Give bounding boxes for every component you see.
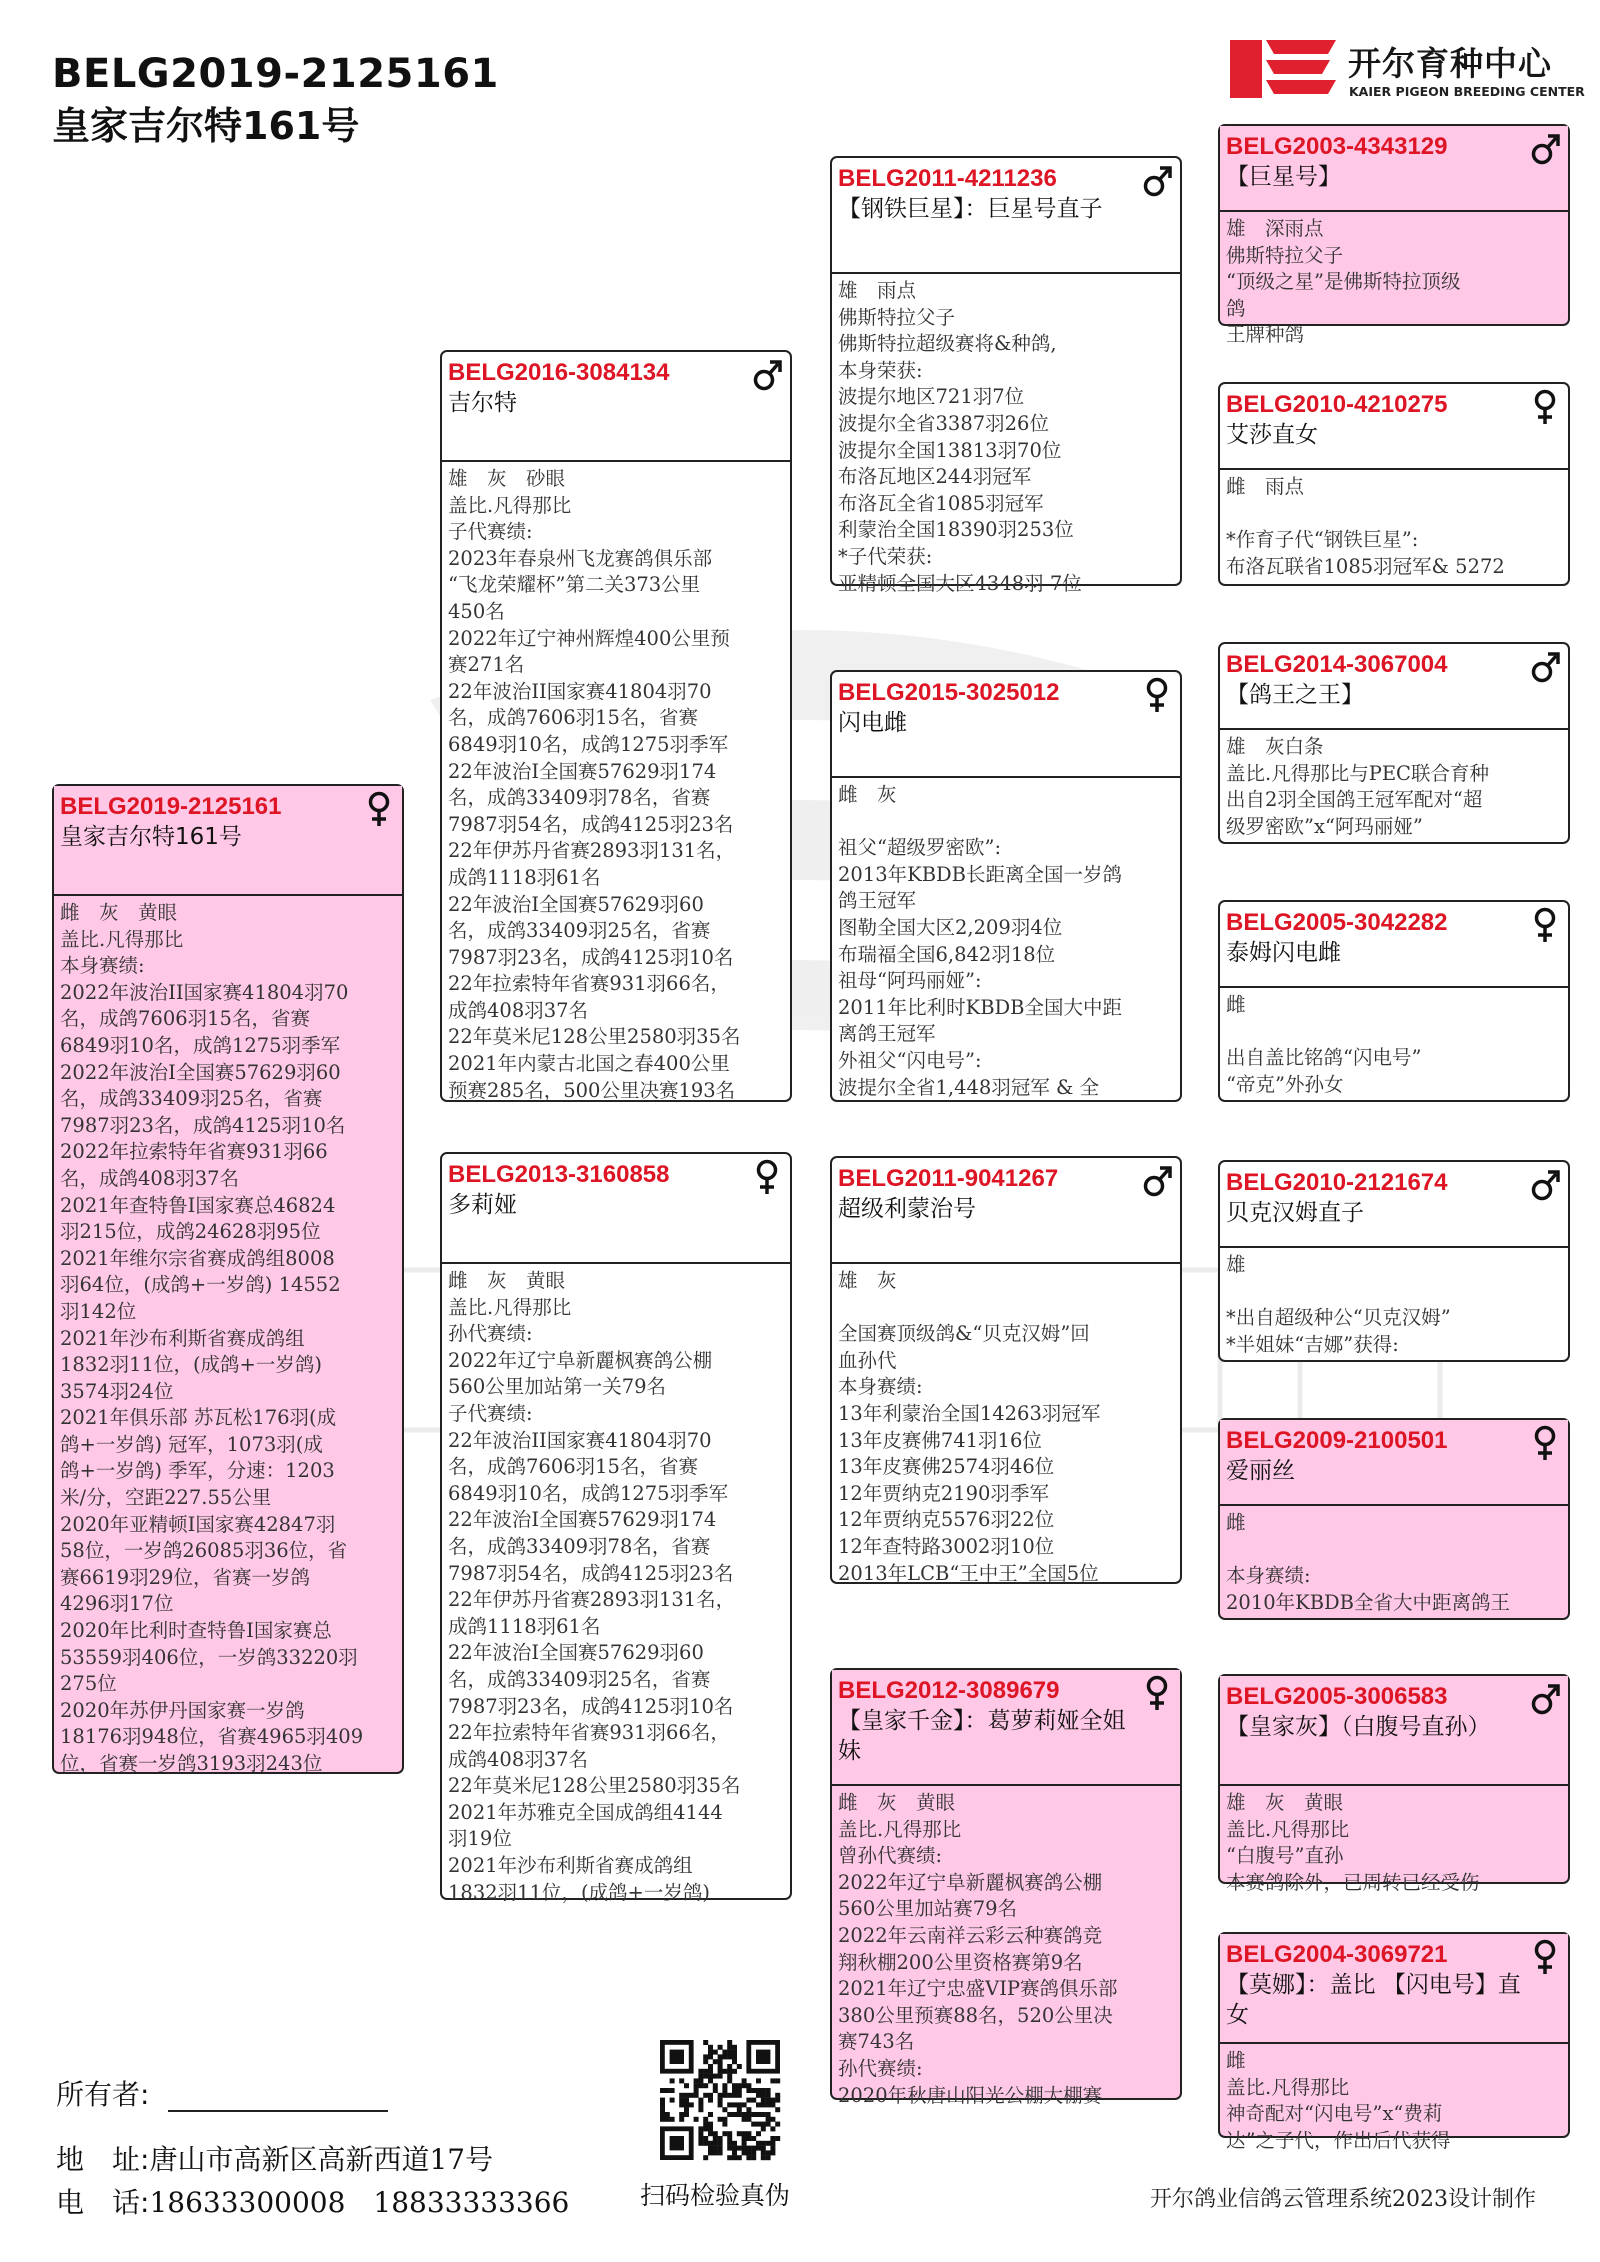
card-pigeon-name: 【巨星号】 bbox=[1226, 164, 1341, 190]
owner-row bbox=[56, 2078, 388, 2112]
card-detail-line: 18176羽948位，省赛4965羽409 bbox=[60, 1725, 364, 1749]
page-title-ring-number: BELG2019-2125161 bbox=[52, 51, 499, 97]
phone-row bbox=[56, 2186, 569, 2220]
card-detail-line: 布瑞福全国6,842羽18位 bbox=[838, 942, 1056, 966]
card-detail-line: 2023年春泉州飞龙赛鸽俱乐部 bbox=[448, 546, 713, 570]
card-detail-line: 本身赛绩: bbox=[1226, 1564, 1311, 1588]
card-detail-line: 2020年比利时查特鲁I国家赛总 bbox=[60, 1619, 332, 1643]
card-detail-line: 孙代赛绩: bbox=[838, 2056, 923, 2080]
card-detail-line: 波提尔全省1,448羽冠军 & 全 bbox=[838, 1075, 1100, 1099]
card-detail-line: 雌 灰 黄眼 bbox=[60, 901, 178, 924]
card-detail-line: 名，成鸽7606羽15名，省赛 bbox=[448, 1455, 698, 1479]
card-ring-number: BELG2011-4211236 bbox=[838, 165, 1057, 192]
card-pigeon-name: 泰姆闪电雌 bbox=[1226, 940, 1341, 966]
card-detail-line: 全国赛顶级鸽&“贝克汉姆”回 bbox=[838, 1322, 1090, 1346]
female-icon bbox=[752, 1158, 782, 1196]
card-detail-line: 名，成鸽7606羽15名，省赛 bbox=[448, 706, 698, 730]
card-details bbox=[1220, 1248, 1568, 1362]
page-title-pigeon-name: 皇家吉尔特161号 bbox=[52, 104, 360, 148]
female-icon bbox=[1530, 1938, 1560, 1976]
card-detail-line: “顶级之星”是佛斯特拉顶级 bbox=[1226, 270, 1461, 294]
card-detail-line: 预赛285名，500公里决赛193名 bbox=[448, 1078, 736, 1102]
owner-label: 所有者: bbox=[56, 2078, 150, 2111]
card-ring-number: BELG2010-4210275 bbox=[1226, 391, 1448, 418]
card-detail-line: 赛271名 bbox=[448, 653, 525, 677]
card-detail-line: 成鸽1118羽61名 bbox=[448, 1614, 601, 1638]
card-details bbox=[832, 1786, 1180, 2113]
card-detail-line: 2022年拉索特年省赛931羽66 bbox=[60, 1140, 328, 1164]
card-pigeon-name: 爱丽丝 bbox=[1226, 1458, 1295, 1484]
card-detail-line: 羽215位，成鸽24628羽95位 bbox=[60, 1220, 321, 1244]
card-detail-line: 佛斯特拉超级赛将&种鸽, bbox=[838, 332, 1057, 356]
card-ring-number: BELG2011-9041267 bbox=[838, 1165, 1059, 1192]
card-detail-line: 雌 灰 黄眼 bbox=[448, 1269, 566, 1292]
card-detail-line: 雄 雨点 bbox=[838, 279, 917, 302]
card-detail-line: *子代荣获: bbox=[838, 544, 933, 568]
card-detail-line: 名，成鸽33409羽25名，省赛 bbox=[448, 919, 711, 943]
card-ring-number: BELG2005-3042282 bbox=[1226, 909, 1448, 936]
card-detail-line: 波提尔全国13813羽70位 bbox=[838, 438, 1062, 462]
card-detail-line: 雄 灰白条 bbox=[1226, 735, 1324, 758]
card-detail-line: 12年查特路3002羽10位 bbox=[838, 1534, 1055, 1558]
card-detail-line: 波提尔地区721羽7位 bbox=[838, 385, 1025, 409]
card-detail-line: 22年伊苏丹省赛2893羽131名， bbox=[448, 839, 736, 863]
card-pigeon-name: 贝克汉姆直子 bbox=[1226, 1200, 1364, 1226]
card-detail-line: 6849羽10名，成鸽1275羽季军 bbox=[448, 1481, 729, 1505]
card-detail-line: 孙代赛绩: bbox=[448, 1322, 533, 1346]
male-icon bbox=[752, 356, 782, 394]
card-detail-line bbox=[1226, 501, 1562, 528]
card-pigeon-name: 【鸽王之王】 bbox=[1226, 682, 1364, 708]
card-detail-line: 58位，一岁鸽26085羽36位，省 bbox=[60, 1539, 348, 1563]
card-detail-line bbox=[1226, 1537, 1562, 1564]
card-detail-line: 盖比.凡得那比 bbox=[448, 493, 572, 517]
logo-name-cn: 开尔育种中心 bbox=[1348, 44, 1552, 83]
card-details bbox=[442, 1264, 790, 1910]
pedigree-card-sire-dam[interactable] bbox=[830, 670, 1182, 1102]
pedigree-card-sd-sire[interactable] bbox=[1218, 642, 1570, 844]
card-detail-line: 2010年KBDB全省大中距离鸽王 bbox=[1226, 1590, 1510, 1614]
card-detail-line: “帝克”外孙女 bbox=[1226, 1072, 1344, 1096]
card-detail-line: 亚精顿全国大区4348羽 7位 bbox=[838, 571, 1082, 595]
card-detail-line: *半姐妹“吉娜”获得: bbox=[1226, 1332, 1399, 1356]
card-detail-line: 2021年内蒙古北国之春400公里 bbox=[448, 1052, 730, 1076]
card-detail-line: 盖比.凡得那比 bbox=[1226, 2075, 1350, 2099]
card-detail-line: 出自2羽全国鸽王冠军配对“超 bbox=[1226, 788, 1483, 812]
pedigree-card-ss-sire[interactable] bbox=[1218, 124, 1570, 347]
card-detail-line: 本身赛绩: bbox=[60, 954, 145, 978]
card-detail-line: 成鸽408羽37名 bbox=[448, 1747, 589, 1771]
card-detail-line: 22年波治II国家赛41804羽70 bbox=[448, 679, 712, 703]
brand-logo bbox=[1230, 36, 1585, 106]
card-detail-line: 布洛瓦地区244羽冠军 bbox=[838, 465, 1032, 489]
card-ring-number: BELG2016-3084134 bbox=[448, 359, 670, 386]
card-detail-line: 雌 bbox=[1226, 993, 1246, 1016]
card-details bbox=[832, 1264, 1180, 1591]
male-icon bbox=[1530, 648, 1560, 686]
male-icon bbox=[1530, 1166, 1560, 1204]
card-detail-line: 6849羽10名，成鸽1275羽季军 bbox=[60, 1033, 341, 1057]
phone-value: 18633300008 18833333366 bbox=[149, 2186, 570, 2219]
card-detail-line: 4296羽17位 bbox=[60, 1592, 174, 1616]
card-detail-line: 本身赛绩: bbox=[838, 1375, 923, 1399]
card-detail-line: 2022年波治I全国赛57629羽60 bbox=[60, 1060, 341, 1084]
card-detail-line: 羽64位，(成鸽+一岁鸽) 14552 bbox=[60, 1273, 341, 1297]
card-detail-line: 雄 bbox=[1226, 1253, 1246, 1276]
card-detail-line: *作育子代“钢铁巨星”: bbox=[1226, 528, 1419, 552]
card-detail-line: 本赛鸽除外，已周转已经受伤 bbox=[1226, 1870, 1480, 1894]
pedigree-card-ds-sire[interactable] bbox=[1218, 1160, 1570, 1362]
card-detail-line: 雌 灰 bbox=[838, 783, 897, 806]
card-detail-line: 雄 灰 砂眼 bbox=[448, 467, 566, 490]
card-detail-line: 13年皮赛佛2574羽46位 bbox=[838, 1455, 1055, 1479]
card-detail-line: 王牌种鸽 bbox=[1226, 323, 1305, 347]
card-detail-line: 达”之子代，作出后代获得 bbox=[1226, 2128, 1451, 2152]
card-detail-line: 2022年辽宁阜新麗枫赛鸽公棚 bbox=[838, 1870, 1103, 1894]
card-detail-line: 神奇配对“闪电号”x“费莉 bbox=[1226, 2102, 1443, 2126]
card-detail-line: 22年波治I全国赛57629羽174 bbox=[448, 1508, 717, 1532]
card-details bbox=[442, 462, 790, 1108]
card-detail-line: 7987羽23名，成鸽4125羽10名 bbox=[448, 945, 734, 969]
male-icon bbox=[1142, 162, 1172, 200]
card-details bbox=[1220, 2044, 1568, 2158]
card-detail-line: “飞龙荣耀杯”第二关373公里 bbox=[448, 573, 701, 597]
card-detail-line: 13年皮赛佛741羽16位 bbox=[838, 1428, 1042, 1452]
female-icon bbox=[1530, 388, 1560, 426]
phone-label: 电 话: bbox=[56, 2186, 150, 2219]
card-detail-line: 外祖父“闪电号”: bbox=[838, 1048, 982, 1072]
card-detail-line: 雌 bbox=[1226, 1511, 1246, 1534]
card-ring-number: BELG2015-3025012 bbox=[838, 679, 1060, 706]
card-detail-line: 盖比.凡得那比 bbox=[838, 1817, 962, 1841]
pedigree-card-ss-dam[interactable] bbox=[1218, 382, 1570, 586]
card-details bbox=[1220, 1506, 1568, 1620]
card-pigeon-name: 闪电雌 bbox=[838, 710, 907, 736]
card-detail-line: 鸽+一岁鸽) 冠军，1073羽(成 bbox=[60, 1432, 323, 1456]
card-pigeon-name: 【钢铁巨星】：巨星号直子 bbox=[838, 196, 1103, 222]
card-detail-line: 利蒙治全国18390羽253位 bbox=[838, 518, 1074, 542]
card-ring-number: BELG2010-2121674 bbox=[1226, 1169, 1448, 1196]
card-detail-line bbox=[1226, 1279, 1562, 1306]
card-detail-line: 盖比.凡得那比 bbox=[448, 1295, 572, 1319]
card-detail-line: 名，成鸽33409羽78名，省赛 bbox=[448, 786, 711, 810]
female-icon bbox=[1142, 676, 1172, 714]
card-detail-line: 成鸽1118羽61名 bbox=[448, 865, 601, 889]
card-detail-line: 22年波治I全国赛57629羽60 bbox=[448, 892, 704, 916]
card-detail-line: “白腹号”直孙 bbox=[1226, 1844, 1344, 1868]
card-pigeon-name: 多莉娅 bbox=[448, 1192, 517, 1218]
card-pigeon-name: 【皇家千金】：葛萝莉娅全姐妹 bbox=[838, 1708, 1126, 1764]
card-ring-number: BELG2005-3006583 bbox=[1226, 1683, 1448, 1710]
card-detail-line: 米/分，空距227.55公里 bbox=[60, 1486, 272, 1510]
qr-code[interactable] bbox=[660, 2040, 780, 2160]
card-detail-line: 布洛瓦联省1085羽冠军& 5272 bbox=[1226, 554, 1505, 578]
card-details bbox=[54, 896, 402, 1782]
card-detail-line: 雌 灰 黄眼 bbox=[838, 1791, 956, 1814]
card-detail-line: 盖比.凡得那比 bbox=[1226, 1817, 1350, 1841]
card-pigeon-name: 超级利蒙治号 bbox=[838, 1196, 976, 1222]
card-detail-line: 2021年维尔宗省赛成鸽组8008 bbox=[60, 1246, 335, 1270]
card-detail-line: 离鸽王冠军 bbox=[838, 1022, 936, 1046]
card-detail-line: 22年波治I全国赛57629羽174 bbox=[448, 759, 717, 783]
card-detail-line bbox=[1226, 1019, 1562, 1046]
address-row bbox=[56, 2143, 493, 2177]
card-details bbox=[1220, 730, 1568, 844]
card-detail-line: 名，成鸽33409羽25名，省赛 bbox=[60, 1087, 323, 1111]
female-icon bbox=[364, 790, 394, 828]
card-detail-line: 图勒全国大区2,209羽4位 bbox=[838, 915, 1063, 939]
card-detail-line: 本身荣获: bbox=[838, 358, 923, 382]
card-detail-line: 2021年沙布利斯省赛成鸽组 bbox=[448, 1854, 693, 1878]
card-detail-line: 2021年沙布利斯省赛成鸽组 bbox=[60, 1326, 305, 1350]
card-detail-line: 560公里加站第一关79名 bbox=[448, 1375, 667, 1399]
card-detail-line: 12年贾纳克5576羽22位 bbox=[838, 1508, 1055, 1532]
card-detail-line: 2020年秋唐山阳光公棚大棚赛 bbox=[838, 2083, 1103, 2107]
logo-name-en: KAIER PIGEON BREEDING CENTER bbox=[1349, 84, 1585, 99]
male-icon bbox=[1530, 130, 1560, 168]
card-detail-line: 雄 灰 bbox=[838, 1269, 897, 1292]
card-detail-line: 2011年比利时KBDB全国大中距 bbox=[838, 995, 1122, 1019]
pedigree-card-dd-dam[interactable] bbox=[1218, 1932, 1570, 2152]
pedigree-card-ds-dam[interactable] bbox=[1218, 1418, 1570, 1620]
card-pigeon-name: 吉尔特 bbox=[448, 390, 517, 416]
card-detail-line: 2013年LCB“王中王”全国5位 bbox=[838, 1561, 1099, 1585]
card-detail-line: 子代赛绩: bbox=[448, 520, 533, 544]
card-detail-line: 祖母“阿玛丽娅”: bbox=[838, 969, 982, 993]
card-pigeon-name: 艾莎直女 bbox=[1226, 422, 1318, 448]
card-pigeon-name: 【莫娜】：盖比 【闪电号】直女 bbox=[1226, 1972, 1521, 2028]
female-icon bbox=[1530, 906, 1560, 944]
pedigree-card-sire-sire[interactable] bbox=[830, 156, 1182, 595]
address-label: 地 址: bbox=[56, 2143, 150, 2176]
pedigree-card-dam[interactable] bbox=[440, 1152, 792, 1904]
owner-blank-line bbox=[168, 2082, 388, 2112]
card-detail-line: 380公里预赛88名，520公里决 bbox=[838, 2003, 1113, 2027]
card-detail-line: 2021年查特鲁I国家赛总46824 bbox=[60, 1193, 336, 1217]
card-detail-line: 雄 深雨点 bbox=[1226, 217, 1324, 240]
card-detail-line: 羽19位 bbox=[448, 1827, 512, 1851]
card-detail-line: 雌 雨点 bbox=[1226, 475, 1305, 498]
pedigree-card-dam-dam[interactable] bbox=[830, 1668, 1182, 2107]
card-detail-line: 名，成鸽33409羽78名，省赛 bbox=[448, 1534, 711, 1558]
card-detail-line: 出自盖比铭鸽“闪电号” bbox=[1226, 1046, 1422, 1070]
qr-caption: 扫码检验真伪 bbox=[640, 2181, 791, 2210]
card-detail-line: 22年莫米尼128公里2580羽35名 bbox=[448, 1025, 741, 1049]
card-detail-line: 曾孙代赛绩: bbox=[838, 1844, 943, 1868]
card-detail-line: 275位 bbox=[60, 1672, 117, 1696]
card-detail-line: 波提尔全省3387羽26位 bbox=[838, 411, 1049, 435]
card-pigeon-name: 【皇家灰】（白腹号直孙） bbox=[1226, 1714, 1491, 1740]
card-detail-line: 22年莫米尼128公里2580羽35名 bbox=[448, 1774, 741, 1798]
card-detail-line: 2022年波治II国家赛41804羽70 bbox=[60, 980, 349, 1004]
card-detail-line: 祖父“超级罗密欧”: bbox=[838, 836, 1002, 860]
pedigree-card-sd-dam[interactable] bbox=[1218, 900, 1570, 1102]
card-detail-line: 1832羽11位，(成鸽+一岁鸽) bbox=[448, 1880, 710, 1904]
card-detail-line: 鸽王冠军 bbox=[838, 889, 917, 913]
card-detail-line: 位，省赛一岁鸽3193羽243位 bbox=[60, 1752, 323, 1775]
card-pigeon-name: 皇家吉尔特161号 bbox=[60, 824, 242, 850]
card-ring-number: BELG2004-3069721 bbox=[1226, 1941, 1448, 1968]
card-detail-line: 7987羽54名，成鸽4125羽23名 bbox=[448, 812, 734, 836]
card-detail-line: *出自超级种公“贝克汉姆” bbox=[1226, 1306, 1451, 1330]
address-value: 唐山市高新区高新西道17号 bbox=[149, 2143, 494, 2176]
card-detail-line: 雌 bbox=[1226, 2049, 1246, 2072]
logo-mark-icon bbox=[1230, 36, 1340, 102]
card-detail-line: 7987羽23名，成鸽4125羽10名 bbox=[448, 1694, 734, 1718]
card-detail-line: 羽142位 bbox=[60, 1299, 137, 1323]
card-ring-number: BELG2013-3160858 bbox=[448, 1161, 670, 1188]
card-details bbox=[1220, 988, 1568, 1102]
card-detail-line: 560公里加站赛79名 bbox=[838, 1897, 1018, 1921]
card-detail-line: 2021年俱乐部 苏瓦松176羽(成 bbox=[60, 1406, 337, 1430]
card-details bbox=[1220, 212, 1568, 353]
card-detail-line: 7987羽54名，成鸽4125羽23名 bbox=[448, 1561, 734, 1585]
card-detail-line: 2020年亚精顿I国家赛42847羽 bbox=[60, 1512, 336, 1536]
female-icon bbox=[1142, 1674, 1172, 1712]
card-detail-line: 名，成鸽33409羽25名，省赛 bbox=[448, 1667, 711, 1691]
card-ring-number: BELG2014-3067004 bbox=[1226, 651, 1448, 678]
card-detail-line: 成鸽408羽37名 bbox=[448, 998, 589, 1022]
card-detail-line: 级罗密欧”x“阿玛丽娅” bbox=[1226, 814, 1423, 838]
card-detail-line: 赛6619羽29位，省赛一岁鸽 bbox=[60, 1565, 310, 1589]
card-detail-line: 佛斯特拉父子 bbox=[838, 305, 956, 329]
card-detail-line: 22年波治I全国赛57629羽60 bbox=[448, 1641, 704, 1665]
card-details bbox=[1220, 470, 1568, 584]
card-detail-line: 赛743名 bbox=[838, 2030, 915, 2054]
card-detail-line: 22年波治II国家赛41804羽70 bbox=[448, 1428, 712, 1452]
card-detail-line: 13年利蒙治全国14263羽冠军 bbox=[838, 1401, 1101, 1425]
card-detail-line: 53559羽406位，一岁鸽33220羽 bbox=[60, 1645, 358, 1669]
card-detail-line: 22年伊苏丹省赛2893羽131名， bbox=[448, 1588, 736, 1612]
male-icon bbox=[1142, 1162, 1172, 1200]
male-icon bbox=[1530, 1680, 1560, 1718]
female-icon bbox=[1530, 1424, 1560, 1462]
card-detail-line: 2021年辽宁忠盛VIP赛鸽俱乐部 bbox=[838, 1977, 1118, 2001]
card-detail-line: 翔秋棚200公里资格赛第9名 bbox=[838, 1950, 1083, 1974]
card-details bbox=[832, 274, 1180, 601]
card-detail-line bbox=[838, 1295, 1174, 1322]
card-detail-line: 鸽 bbox=[1226, 296, 1246, 320]
card-detail-line: 22年拉索特年省赛931羽66名， bbox=[448, 972, 730, 996]
system-credit: 开尔鸽业信鸽云管理系统2023设计制作 bbox=[1150, 2187, 1536, 2212]
card-detail-line bbox=[838, 809, 1174, 836]
card-detail-line: 2022年云南祥云彩云种赛鸽竞 bbox=[838, 1923, 1103, 1947]
card-detail-line: 2022年辽宁神州辉煌400公里预 bbox=[448, 626, 730, 650]
card-detail-line: 12年贾纳克2190羽季军 bbox=[838, 1481, 1049, 1505]
card-detail-line: 2021年苏雅克全国成鸽组4144 bbox=[448, 1800, 723, 1824]
card-detail-line: 7987羽23名，成鸽4125羽10名 bbox=[60, 1113, 346, 1137]
card-detail-line: 血孙代 bbox=[838, 1348, 897, 1372]
card-detail-line: 2022年辽宁阜新麗枫赛鸽公棚 bbox=[448, 1348, 713, 1372]
pedigree-card-subject[interactable] bbox=[52, 784, 404, 1774]
card-detail-line: 雄 灰 黄眼 bbox=[1226, 1791, 1344, 1814]
card-ring-number: BELG2012-3089679 bbox=[838, 1677, 1060, 1704]
card-ring-number: BELG2019-2125161 bbox=[60, 793, 282, 820]
pedigree-card-dd-sire[interactable] bbox=[1218, 1674, 1570, 1894]
pedigree-card-sire[interactable] bbox=[440, 350, 792, 1102]
card-details bbox=[832, 778, 1180, 1105]
card-detail-line: 名，成鸽7606羽15名，省赛 bbox=[60, 1007, 310, 1031]
card-detail-line: 布洛瓦全省1085羽冠军 bbox=[838, 491, 1044, 515]
card-detail-line: 子代赛绩: bbox=[448, 1401, 533, 1425]
pedigree-card-dam-sire[interactable] bbox=[830, 1156, 1182, 1584]
card-details bbox=[1220, 1786, 1568, 1900]
card-detail-line: 450名 bbox=[448, 599, 505, 623]
card-detail-line: 盖比.凡得那比与PEC联合育种 bbox=[1226, 761, 1489, 785]
card-ring-number: BELG2009-2100501 bbox=[1226, 1427, 1448, 1454]
card-detail-line: 鸽+一岁鸽) 季军，分速：1203 bbox=[60, 1459, 335, 1483]
card-ring-number: BELG2003-4343129 bbox=[1226, 133, 1448, 160]
card-detail-line: 名，成鸽408羽37名 bbox=[60, 1166, 240, 1190]
card-detail-line: 佛斯特拉父子 bbox=[1226, 243, 1344, 267]
card-detail-line: 2020年苏伊丹国家赛一岁鸽 bbox=[60, 1698, 305, 1722]
card-detail-line: 2013年KBDB长距离全国一岁鸽 bbox=[838, 862, 1122, 886]
card-detail-line: 6849羽10名，成鸽1275羽季军 bbox=[448, 732, 729, 756]
card-detail-line: 3574羽24位 bbox=[60, 1379, 174, 1403]
card-detail-line: 1832羽11位，(成鸽+一岁鸽) bbox=[60, 1353, 322, 1377]
card-detail-line: 盖比.凡得那比 bbox=[60, 927, 184, 951]
card-detail-line: 22年拉索特年省赛931羽66名， bbox=[448, 1721, 730, 1745]
